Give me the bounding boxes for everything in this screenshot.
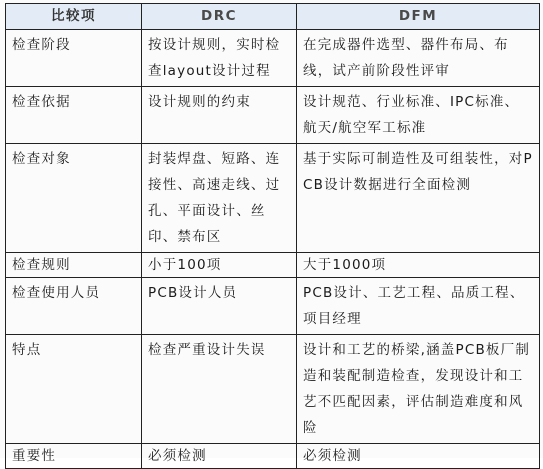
dfm-cell: 设计规范、行业标准、IPC标准、航天/航空军工标准 bbox=[297, 87, 540, 144]
dfm-cell: 必须检测 bbox=[297, 444, 540, 469]
dfm-cell: 在完成器件选型、器件布局、布线，试产前阶段性评审 bbox=[297, 30, 540, 87]
header-drc: DRC bbox=[142, 4, 297, 30]
row-label: 检查规则 bbox=[6, 253, 142, 278]
dfm-cell: 设计和工艺的桥梁,涵盖PCB板厂制造和装配制造检查，发现设计和工艺不匹配因素，评估制造难度和风险 bbox=[297, 335, 540, 444]
table-row bbox=[6, 30, 540, 87]
drc-cell: 封装焊盘、短路、连接性、高速走线、过孔、平面设计、丝印、禁布区 bbox=[142, 144, 297, 253]
table-row bbox=[6, 253, 540, 278]
drc-cell: 按设计规则，实时检查layout设计过程 bbox=[142, 30, 297, 87]
drc-dfm-comparison-table bbox=[5, 3, 540, 469]
dfm-cell: PCB设计、工艺工程、品质工程、项目经理 bbox=[297, 278, 540, 335]
row-label: 检查依据 bbox=[6, 87, 142, 144]
table-row bbox=[6, 444, 540, 469]
dfm-cell: 基于实际可制造性及可组装性，对PCB设计数据进行全面检测 bbox=[297, 144, 540, 253]
drc-cell: 设计规则的约束 bbox=[142, 87, 297, 144]
drc-cell: 检查严重设计失误 bbox=[142, 335, 297, 444]
row-label: 检查阶段 bbox=[6, 30, 142, 87]
row-label: 检查对象 bbox=[6, 144, 142, 253]
header-comparison-item: 比较项 bbox=[6, 4, 142, 30]
row-label: 检查使用人员 bbox=[6, 278, 142, 335]
table-row bbox=[6, 144, 540, 253]
table-header-row bbox=[6, 4, 540, 30]
row-label: 特点 bbox=[6, 335, 142, 444]
drc-cell: 必须检测 bbox=[142, 444, 297, 469]
drc-cell: 小于100项 bbox=[142, 253, 297, 278]
drc-cell: PCB设计人员 bbox=[142, 278, 297, 335]
dfm-cell: 大于1000项 bbox=[297, 253, 540, 278]
table-row bbox=[6, 278, 540, 335]
table-row bbox=[6, 335, 540, 444]
row-label: 重要性 bbox=[6, 444, 142, 469]
table-row bbox=[6, 87, 540, 144]
header-dfm: DFM bbox=[297, 4, 540, 30]
